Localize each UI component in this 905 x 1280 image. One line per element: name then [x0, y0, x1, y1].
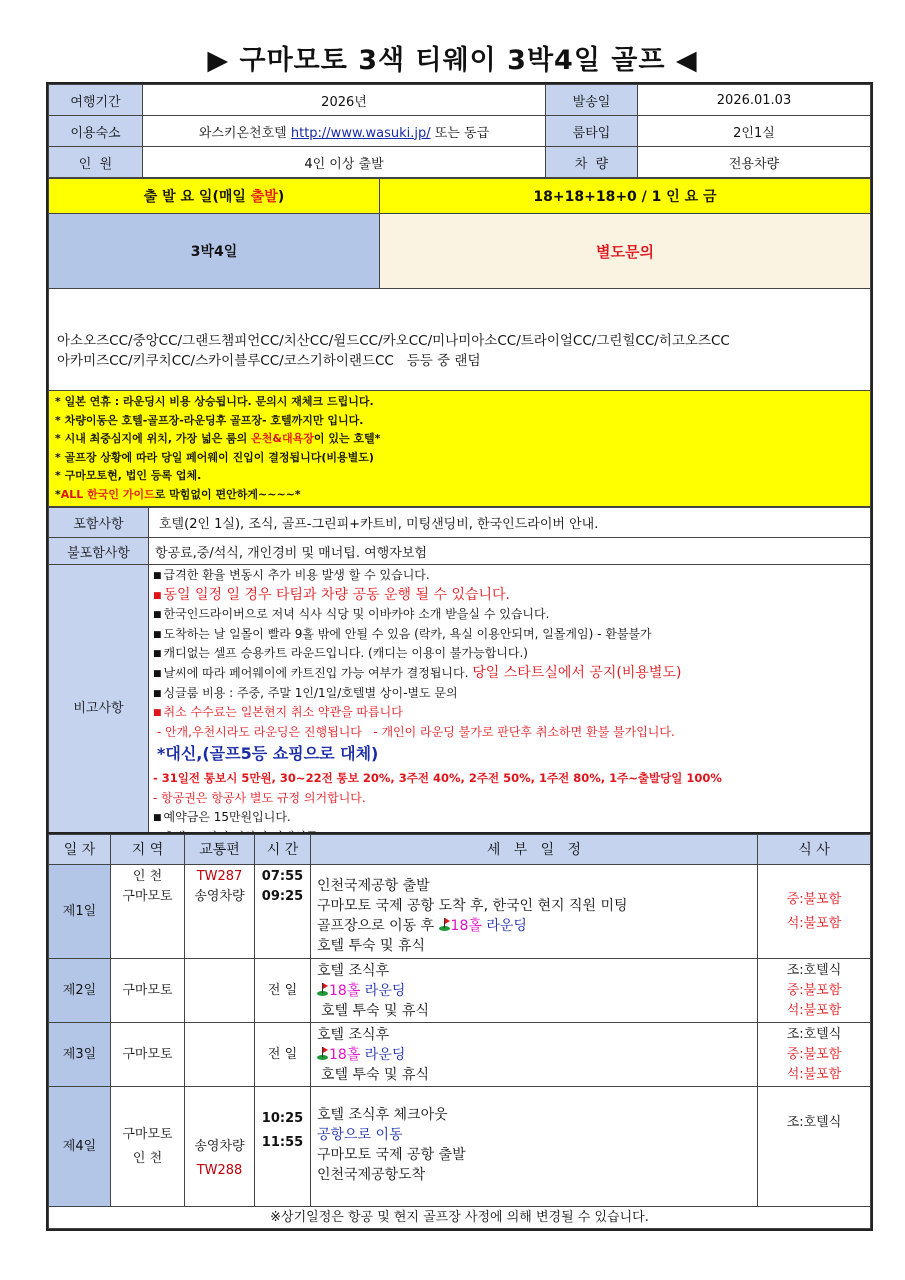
remark-airfare: - 항공권은 항공사 별도 규정 의거합니다. [153, 791, 366, 806]
notice-box [49, 391, 871, 507]
excluded-label: 불포함사항 [49, 538, 149, 565]
header-day: 일 자 [49, 835, 111, 865]
period-value: 2026년 [143, 85, 546, 116]
room-type-label: 룸타입 [546, 116, 638, 147]
table-row [49, 1023, 871, 1087]
hotel-label: 이용숙소 [49, 116, 143, 147]
flight-number: TW287 [196, 869, 243, 884]
details-cell: 호텔 조식후 18홀 라운딩 호텔 투숙 및 휴식 [311, 959, 758, 1023]
info-section [46, 82, 873, 851]
table-row [49, 1087, 871, 1207]
excluded-value: 항공료,중/석식, 개인경비 및 매너팁. 여행자보험 [149, 538, 871, 565]
day-label: 제4일 [49, 1087, 111, 1207]
notice-registered: * 구마모토현, 법인 등록 업체. [55, 469, 202, 482]
region-cell: 구마모토 인 천 [111, 1087, 185, 1207]
departure-label: 출 발 요 일(매일 [143, 189, 251, 205]
time-cell: 07:55 09:25 [255, 865, 311, 959]
included-value: 호텔(2인 1실), 조식, 골프-그린피+카트비, 미팅샌딩비, 한국인드라이버 안내. [149, 508, 871, 538]
header-details: 세 부 일 정 [311, 835, 758, 865]
remark-substitute: *대신,(골프5등 쇼핑으로 대체) [157, 744, 379, 764]
meals-cell: 조:호텔식 [758, 1087, 871, 1207]
time-cell: 전 일 [255, 1023, 311, 1087]
itinerary-section [46, 832, 873, 1231]
included-label: 포함사항 [49, 508, 149, 538]
hotel-name: 와스키온천호텔 [198, 125, 287, 141]
golf-flag-icon [439, 918, 450, 931]
golf-course-list [49, 289, 871, 391]
vehicle-label: 차 량 [546, 147, 638, 178]
remark-driver: ■ 한국인드라이버으로 저녁 식사 식당 및 이바카야 소개 받을실 수 있습니다. [153, 605, 866, 625]
remarks-content [149, 565, 871, 849]
notice-holiday: * 일본 연휴 : 라운딩시 비용 상승됩니다. 문의시 재체크 드립니다. [55, 395, 374, 408]
day-label: 제3일 [49, 1023, 111, 1087]
day-label: 제2일 [49, 959, 111, 1023]
remark-sunset: ■ 도착하는 날 일몰이 빨라 9홀 밖에 안될 수 있음 (락카, 욕실 이용안되며, 일몰게임) - 환불불가 [153, 625, 866, 645]
table-row [49, 959, 871, 1023]
table-row [49, 865, 871, 959]
golf-flag-icon [317, 1047, 328, 1060]
itinerary-footnote: ※상기일정은 항공 및 현지 골프장 사정에 의해 변경될 수 있습니다. [49, 1207, 871, 1229]
details-cell: 인천국제공항 출발 구마모토 국제 공항 도착 후, 한국인 현지 직원 미팅 골프장으로 이동 후 18홀 라운딩 호텔 투숙 및 휴식 [311, 865, 758, 959]
transport-cell: TW287 송영차량 [185, 865, 255, 959]
remarks-label: 비고사항 [49, 565, 149, 849]
meals-cell: 조:호텔식 중:불포함 석:불포함 [758, 1023, 871, 1087]
remark-rain: - 안개,우천시라도 라운딩은 진행됩니다 - 개인이 라운딩 불가로 판단후 취소하면 환불 불가입니다. [153, 724, 675, 739]
vehicle-value: 전용차량 [638, 147, 871, 178]
region-cell: 구마모토 [111, 1023, 185, 1087]
departure-days-header [49, 179, 380, 214]
remark-exchange: ■ 급격한 환율 변동시 추가 비용 발생 할 수 있습니다. [153, 566, 866, 586]
remark-weather: ■ 날씨에 따라 페어웨이에 카트진입 가능 여부가 결정됩니다. 당일 스타트실에서 공지(비용별도) [153, 664, 866, 684]
transport-cell [185, 959, 255, 1023]
period-label: 여행기간 [49, 85, 143, 116]
notice-transport: * 차량이동은 호텔-골프장-라운딩후 골프장- 호텔까지만 입니다. [55, 413, 364, 427]
duration-cell: 3박4일 [49, 214, 380, 289]
meals-cell: 조:호텔식 중:불포함 석:불포함 [758, 959, 871, 1023]
send-date-label: 발송일 [546, 85, 638, 116]
details-cell: 호텔 조식후 체크아웃 공항으로 이동 구마모토 국제 공항 출발 인천국제공항도착 [311, 1087, 758, 1207]
day-label: 제1일 [49, 865, 111, 959]
price-header: 18+18+18+0 / 1 인 요 금 [380, 179, 871, 214]
remark-shared-vehicle: ■ 동일 일정 일 경우 타팀과 차량 공동 운행 될 수 있습니다. [153, 586, 866, 606]
hotel-url-link[interactable]: http://www.wasuki.jp/ [290, 125, 431, 141]
remark-cancel-schedule: - 31일전 통보시 5만원, 30~22전 통보 20%, 3주전 40%, 2주전 50%, 1주전 80%, 1주~출발당일 100% [153, 771, 722, 786]
price-value: 별도문의 [380, 214, 871, 289]
golf-flag-icon [317, 983, 328, 996]
remark-single-room: ■ 싱글룸 비용 : 주중, 주말 1인/1일/호텔별 상이-별도 문의 [153, 684, 866, 704]
notice-hotel: * 시내 최중심지에 위치, 가장 넓은 룸의 온천&대욕장이 있는 호텔* [55, 432, 381, 445]
room-type-value: 2인1실 [638, 116, 871, 147]
pricing-table [48, 178, 871, 507]
terms-table [48, 507, 871, 849]
remark-deposit: ■ 예약금은 15만원입니다. [153, 808, 866, 828]
notice-guide: *ALL 한국인 가이드로 막힘없이 편안하게~~~~* [55, 487, 301, 501]
header-region: 지 역 [111, 835, 185, 865]
courses-line-2: 아카미즈CC/키쿠치CC/스카이블루CC/코스기하이랜드CC 등등 중 랜덤 [57, 352, 481, 369]
people-label: 인 원 [49, 147, 143, 178]
transport-cell [185, 1023, 255, 1087]
people-value: 4인 이상 출발 [143, 147, 546, 178]
page-title: ▶ 구마모토 3색 티웨이 3박4일 골프 ◀ [207, 45, 698, 76]
itinerary-header-row [49, 835, 871, 865]
hotel-value [143, 116, 546, 147]
departure-label-end: ) [277, 189, 285, 205]
departure-highlight: 출발 [250, 189, 278, 205]
itinerary-table [48, 834, 871, 1229]
info-table [48, 84, 871, 178]
meals-cell: 중:불포함 석:불포함 [758, 865, 871, 959]
time-cell: 10:25 11:55 [255, 1087, 311, 1207]
remark-cancel-fee: ■ 취소 수수료는 일본현지 취소 약관을 따릅니다 [153, 703, 866, 723]
header-time: 시 간 [255, 835, 311, 865]
time-cell: 전 일 [255, 959, 311, 1023]
notice-fairway: * 골프장 상황에 따라 당일 페어웨이 진입이 결정됩니다(비용별도) [55, 450, 374, 464]
hotel-suffix: 또는 동급 [434, 125, 490, 141]
header-transport: 교통편 [185, 835, 255, 865]
remark-caddie: ■ 캐디없는 셀프 승용카트 라운드입니다. (캐디는 이용이 불가능합니다.) [153, 644, 866, 664]
flight-number: TW288 [196, 1162, 243, 1178]
region-cell: 인 천 구마모토 [111, 865, 185, 959]
region-cell: 구마모토 [111, 959, 185, 1023]
transport-cell: 송영차량 TW288 [185, 1087, 255, 1207]
details-cell: 호텔 조식후 18홀 라운딩 호텔 투숙 및 휴식 [311, 1023, 758, 1087]
header-meals: 식 사 [758, 835, 871, 865]
courses-line-1: 아소오즈CC/중앙CC/그랜드챔피언CC/치산CC/윌드CC/카오CC/미나미아소CC/트라이얼CC/그린힐CC/히고오즈CC [57, 332, 730, 349]
send-date-value: 2026.01.03 [638, 85, 871, 116]
